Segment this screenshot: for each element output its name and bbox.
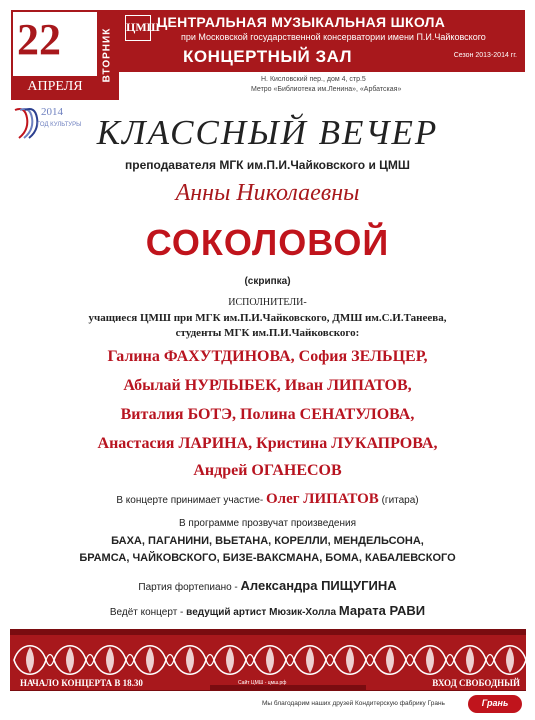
ornament-motif-center (186, 647, 194, 673)
ornament-motif-center (146, 647, 154, 673)
ornament-motif-link (406, 655, 414, 666)
ornament-motif-center (106, 647, 114, 673)
host-label: Ведёт концерт - (109, 607, 184, 618)
ornament-motif-link (446, 655, 454, 666)
address-line-2: Метро «Библиотека им.Ленина», «Арбатская» (251, 86, 402, 93)
guest-name: Олег ЛИПАТОВ (266, 491, 379, 507)
event-title: КЛАССНЫЙ ВЕЧЕР (96, 113, 439, 152)
sponsor-logo-text: Грань (481, 698, 509, 708)
ornament-motif-link (326, 655, 334, 666)
performer-line: Анастасия ЛАРИНА, Кристина ЛУКАПРОВА, (97, 435, 438, 452)
teacher-first-name: Анны Николаевны (175, 180, 360, 206)
ornament-motif-center (466, 647, 474, 673)
culture-text: ГОД КУЛЬТУРЫ (37, 122, 82, 128)
date-block (11, 10, 119, 100)
school-header-band (119, 10, 525, 72)
sponsor-logo (468, 695, 522, 713)
school-site: Сайт ЦМШ - цмш.рф (238, 680, 287, 686)
address-line-1: Н. Кисловский пер., дом 4, стр.5 (261, 76, 366, 83)
teacher-instrument: (скрипка) (244, 276, 291, 287)
free-entry: ВХОД СВОБОДНЫЙ (366, 676, 526, 690)
performers-sub-1: учащиеся ЦМШ при МГК им.П.И.Чайковского, ДМШ им.С.И.Танеева, (88, 312, 447, 324)
ornament-motif-link (486, 655, 494, 666)
date-day: 22 (17, 15, 61, 64)
piano-label: Партия фортепиано - (138, 582, 238, 593)
ornament-motif-link (366, 655, 374, 666)
school-name: ЦЕНТРАЛЬНАЯ МУЗЫКАЛЬНАЯ ШКОЛА (157, 14, 446, 30)
month-band (13, 76, 97, 98)
ornament-motif-link (46, 655, 54, 666)
school-logo (125, 15, 160, 41)
date-weekday: ВТОРНИК (101, 27, 113, 83)
concert-start-time: НАЧАЛО КОНЦЕРТА В 18.30 (10, 676, 210, 690)
ornament-motif-center (66, 647, 74, 673)
performers-sub-2: студенты МГК им.П.И.Чайковского: (175, 327, 360, 339)
school-logo-text: ЦМШ (126, 20, 160, 34)
performer-line: Виталия БОТЭ, Полина СЕНАТУЛОВА, (120, 406, 415, 423)
ornament-motif-link (246, 655, 254, 666)
guest-label: В концерте принимает участие- (116, 495, 264, 506)
weekday-band (97, 12, 117, 98)
season: Сезон 2013-2014 гг. (453, 52, 517, 59)
ornament-motif-link (286, 655, 294, 666)
performers-heading: ИСПОЛНИТЕЛИ- (228, 297, 307, 308)
sponsor-thanks: Мы благодарим наших друзей Кондитерскую фабрику Грань (262, 700, 445, 707)
host-name: Марата РАВИ (338, 603, 426, 618)
ornament-motif-link (86, 655, 94, 666)
ornament-motif-center (226, 647, 234, 673)
guest-line (0, 491, 535, 508)
ornament-motif-link (166, 655, 174, 666)
host-line (0, 603, 535, 618)
ornament-motif-center (426, 647, 434, 673)
program-composers-2: БРАМСА, ЧАЙКОВСКОГО, БИЗЕ-ВАКСМАНА, БОМА, КАБАЛЕВСКОГО (79, 552, 456, 564)
teacher-position: преподавателя МГК им.П.И.Чайковского и ЦМШ (125, 158, 410, 172)
guest-instrument: (гитара) (381, 495, 419, 506)
hall-name: КОНЦЕРТНЫЙ ЗАЛ (183, 47, 353, 66)
date-month: АПРЕЛЯ (27, 79, 83, 94)
school-header (119, 10, 525, 100)
school-affiliation: при Московской государственной консерватории имени П.И.Чайковского (181, 32, 486, 42)
teacher-last-name: СОКОЛОВОЙ (145, 222, 390, 263)
ornament-motif-center (386, 647, 394, 673)
ornament-motif-center (346, 647, 354, 673)
performer-line: Абылай НУРЛЫБЕК, Иван ЛИПАТОВ, (123, 377, 412, 394)
performer-line: Андрей ОГАНЕСОВ (193, 462, 342, 479)
pianist-name: Александра ПИЩУГИНА (240, 578, 397, 593)
ornament-motif-link (126, 655, 134, 666)
culture-year: 2014 (41, 106, 63, 118)
piano-line (0, 578, 535, 593)
performer-line: Галина ФАХУТДИНОВА, София ЗЕЛЬЦЕР, (107, 348, 428, 365)
ornament-motif-center (306, 647, 314, 673)
program-heading: В программе прозвучат произведения (178, 518, 357, 529)
ornament-motif-center (266, 647, 274, 673)
ornament-motif-link (206, 655, 214, 666)
host-role: ведущий артист Мюзик-Холла (186, 607, 337, 618)
ornament-motif-center (26, 647, 34, 673)
ornament-motif-center (506, 647, 514, 673)
program-composers-1: БАХА, ПАГАНИНИ, ВЬЕТАНА, КОРЕЛЛИ, МЕНДЕЛЬСОНА, (111, 535, 424, 547)
